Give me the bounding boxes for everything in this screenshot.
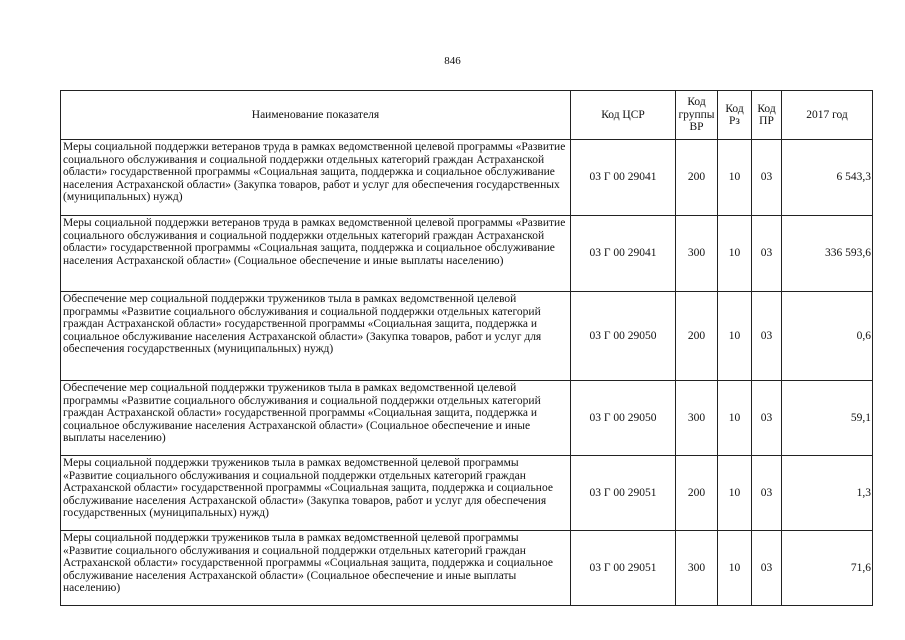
row-name: Меры социальной поддержки ветеранов труда в рамках ведомственной целевой программы «Развитие социального обслуживания и социальной поддержки отдельных категорий граждан Астраханской области» государственной программы «Социальная защита, поддержка и социальное обслуживание населения Астраханской области» (Закупка товаров, работ и услуг для обеспечения государственных (муниципальных) нужд)	[61, 140, 571, 216]
row-csr: 03 Г 00 29050	[571, 381, 676, 456]
row-csr: 03 Г 00 29041	[571, 216, 676, 292]
row-vr: 300	[676, 381, 718, 456]
row-csr: 03 Г 00 29051	[571, 456, 676, 531]
header-name: Наименование показателя	[61, 91, 571, 140]
header-csr: Код ЦСР	[571, 91, 676, 140]
row-rz: 10	[718, 292, 752, 381]
table-row	[61, 292, 873, 381]
row-pr: 03	[752, 531, 782, 606]
row-amount: 6 543,3	[782, 140, 873, 216]
row-rz: 10	[718, 216, 752, 292]
row-vr: 200	[676, 140, 718, 216]
table-header-row	[61, 91, 873, 140]
row-pr: 03	[752, 292, 782, 381]
row-name: Меры социальной поддержки тружеников тыла в рамках ведомственной целевой программы «Развитие социального обслуживания и социальной поддержки отдельных категорий граждан Астраханской области» государственной программы «Социальная защита, поддержка и социальное обслуживание населения Астраханской области» (Закупка товаров, работ и услуг для обеспечения государственных (муниципальных) нужд)	[61, 456, 571, 531]
row-vr: 300	[676, 216, 718, 292]
header-year: 2017 год	[782, 91, 873, 140]
header-vr: Код группы ВР	[676, 91, 718, 140]
row-amount: 1,3	[782, 456, 873, 531]
row-pr: 03	[752, 456, 782, 531]
header-rz: Код Рз	[718, 91, 752, 140]
header-pr: Код ПР	[752, 91, 782, 140]
row-vr: 200	[676, 292, 718, 381]
budget-table	[60, 90, 873, 606]
table-row	[61, 456, 873, 531]
table-row	[61, 140, 873, 216]
row-rz: 10	[718, 456, 752, 531]
row-pr: 03	[752, 216, 782, 292]
row-amount: 0,6	[782, 292, 873, 381]
row-csr: 03 Г 00 29041	[571, 140, 676, 216]
row-pr: 03	[752, 381, 782, 456]
row-csr: 03 Г 00 29050	[571, 292, 676, 381]
row-name: Обеспечение мер социальной поддержки тружеников тыла в рамках ведомственной целевой программы «Развитие социального обслуживания и социальной поддержки отдельных категорий граждан Астраханской области» государственной программы «Социальная защита, поддержка и социальное обслуживание населения Астраханской области» (Социальное обеспечение и иные выплаты населению)	[61, 381, 571, 456]
row-name: Меры социальной поддержки ветеранов труда в рамках ведомственной целевой программы «Развитие социального обслуживания и социальной поддержки отдельных категорий граждан Астраханской области» государственной программы «Социальная защита, поддержка и социальное обслуживание населения Астраханской области» (Социальное обеспечение и иные выплаты населению)	[61, 216, 571, 292]
row-rz: 10	[718, 381, 752, 456]
row-name: Меры социальной поддержки тружеников тыла в рамках ведомственной целевой программы «Развитие социального обслуживания и социальной поддержки отдельных категорий граждан Астраханской области» государственной программы «Социальная защита, поддержка и социальное обслуживание населения Астраханской области» (Социальное обеспечение и иные выплаты населению)	[61, 531, 571, 606]
row-vr: 300	[676, 531, 718, 606]
table-row	[61, 381, 873, 456]
row-amount: 71,6	[782, 531, 873, 606]
table-row	[61, 216, 873, 292]
row-amount: 336 593,6	[782, 216, 873, 292]
row-pr: 03	[752, 140, 782, 216]
row-csr: 03 Г 00 29051	[571, 531, 676, 606]
page-number: 846	[444, 55, 461, 67]
row-name: Обеспечение мер социальной поддержки тружеников тыла в рамках ведомственной целевой программы «Развитие социального обслуживания и социальной поддержки отдельных категорий граждан Астраханской области» государственной программы «Социальная защита, поддержка и социальное обслуживание населения Астраханской области» (Закупка товаров, работ и услуг для обеспечения государственных (муниципальных) нужд)	[61, 292, 571, 381]
row-amount: 59,1	[782, 381, 873, 456]
row-rz: 10	[718, 140, 752, 216]
row-rz: 10	[718, 531, 752, 606]
table-row	[61, 531, 873, 606]
row-vr: 200	[676, 456, 718, 531]
